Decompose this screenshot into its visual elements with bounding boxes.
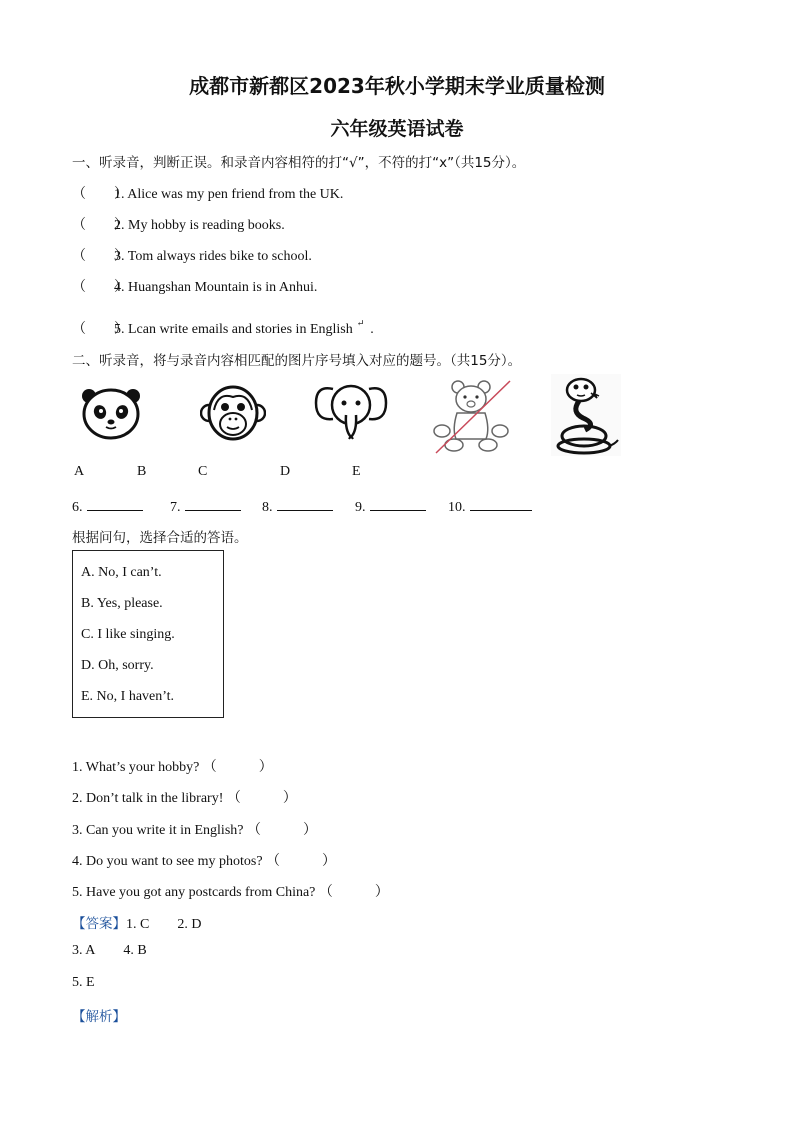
blank-9 [355, 496, 426, 516]
question-3: 3. Can you write it in English? （ ） [72, 823, 317, 838]
blank-6 [72, 496, 143, 516]
picture-label-e: E [352, 464, 361, 479]
blank-number: 10. [448, 500, 466, 515]
answer-paren[interactable]: （ ） [72, 322, 128, 337]
answer-line-1 [72, 912, 201, 933]
section3-heading: 根据问句，选择合适的答语。 [72, 530, 248, 546]
analysis-line [72, 1005, 126, 1026]
list-item [72, 318, 374, 338]
answer-blank[interactable] [470, 496, 532, 511]
answer-blank[interactable] [277, 496, 333, 511]
blank-number: 9. [355, 500, 366, 515]
picture-label-d: D [280, 464, 291, 479]
picture-label-b: B [137, 464, 147, 479]
elephant-icon [313, 381, 389, 443]
answer-blank[interactable] [87, 496, 143, 511]
answer-4: 4. B [123, 943, 147, 958]
answer-line-2 [72, 943, 147, 959]
question-5: 5. Have you got any postcards from China? （ ） [72, 885, 389, 900]
answer-blank[interactable] [185, 496, 241, 511]
list-item [72, 214, 285, 234]
item-text: 3. Tom always rides bike to school. [114, 249, 312, 264]
page-title: 成都市新都区2023年秋小学期末学业质量检测 [189, 74, 605, 98]
answer-blank[interactable] [370, 496, 426, 511]
answer-paren[interactable]: （ ） [72, 187, 128, 202]
item-text: 4. Huangshan Mountain is in Anhui. [114, 280, 318, 295]
option-a: A. No, I can’t. [81, 565, 162, 580]
blank-number: 7. [170, 500, 181, 515]
answer-1: 1. C [126, 917, 150, 932]
blank-number: 6. [72, 500, 83, 515]
option-d: D. Oh, sorry. [81, 658, 154, 673]
panda-icon [80, 386, 142, 440]
question-1: 1. What’s your hobby? （ ） [72, 760, 273, 775]
options-box [72, 550, 224, 718]
list-item [72, 245, 312, 265]
item-text: 5. Lcan write emails and stories in English [114, 322, 353, 337]
answer-paren[interactable]: （ ） [72, 280, 128, 295]
answer-5: 5. E [72, 975, 95, 990]
question-2: 2. Don’t talk in the library! （ ） [72, 791, 297, 806]
answer-paren[interactable]: （ ） [72, 218, 128, 233]
snake-icon [551, 374, 621, 456]
answer-2: 2. D [177, 917, 202, 932]
section2-heading: 二、听录音，将与录音内容相匹配的图片序号填入对应的题号。（共15分）。 [72, 353, 522, 369]
section1-heading: 一、听录音，判断正误。和录音内容相符的打“√”，不符的打“x”（共15分）。 [72, 155, 526, 171]
item-text: 1. Alice was my pen friend from the UK. [114, 187, 344, 202]
answer-3: 3. A [72, 943, 96, 958]
picture-label-c: C [198, 464, 208, 479]
option-b: B. Yes, please. [81, 596, 163, 611]
item-text: 2. My hobby is reading books. [114, 218, 285, 233]
blank-10 [448, 496, 532, 516]
list-item [72, 276, 317, 296]
answer-tag: 【答案】 [72, 916, 126, 932]
answer-paren[interactable]: （ ） [72, 249, 128, 264]
monkey-icon [200, 384, 266, 442]
page-subtitle: 六年级英语试卷 [330, 118, 464, 140]
list-item [72, 183, 343, 203]
teddy-bear-icon [432, 377, 512, 455]
option-e: E. No, I haven’t. [81, 689, 175, 704]
blank-7 [170, 496, 241, 516]
analysis-tag: 【解析】 [72, 1009, 126, 1025]
option-c: C. I like singing. [81, 627, 175, 642]
question-4: 4. Do you want to see my photos? （ ） [72, 854, 337, 869]
return-mark-icon: ↵ [356, 318, 365, 328]
picture-label-a: A [74, 464, 85, 479]
blank-number: 8. [262, 500, 273, 515]
item-tail: . [370, 322, 374, 337]
blank-8 [262, 496, 333, 516]
